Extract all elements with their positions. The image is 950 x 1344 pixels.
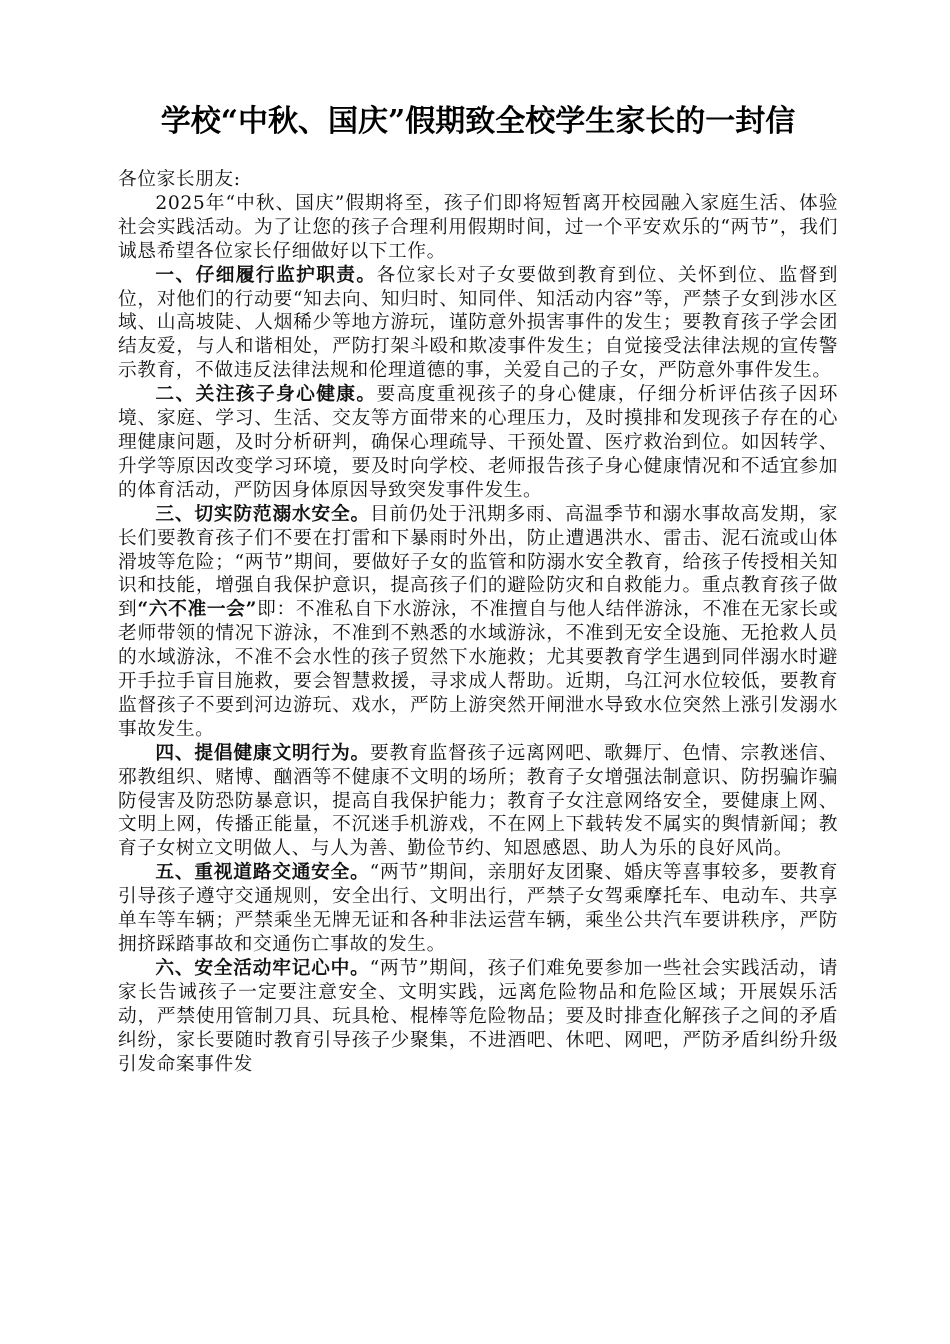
section-1-heading: 一、仔细履行监护职责。 — [155, 263, 377, 286]
section-3-heading: 三、切实防范溺水安全。 — [155, 502, 370, 525]
section-3-emphasis: “六不准一会” — [137, 598, 257, 621]
letter-body — [118, 168, 838, 1076]
section-2-text: 要高度重视孩子的身心健康，仔细分析评估孩子因环境、家庭、学习、生活、交友等方面带来的心理压力，及时摸排和发现孩子存在的心理健康问题，及时分析研判，确保心理疏导、干预处置、医疗救治到位。如因转学、升学等原因改变学习环境，要及时向学校、老师报告孩子身心健康情况和不适宜参加的体育活动，严防因身体原因导致突发事件发生。 — [118, 384, 838, 501]
intro-paragraph: 2025年“中秋、国庆”假期将至，孩子们即将短暂离开校园融入家庭生活、体验社会实践活动。为了让您的孩子合理利用假期时间，过一个平安欢乐的“两节”，我们诚恳希望各位家长仔细做好以下工作。 — [118, 192, 838, 262]
section-4-heading: 四、提倡健康文明行为。 — [155, 741, 370, 764]
section-1-text: 各位家长对子女要做到教育到位、关怀到位、监督到位，对他们的行动要“知去向、知归时、知同伴、知活动内容”等，严禁子女到涉水区域、山高坡陡、人烟稀少等地方游玩，谨防意外损害事件的发生；要教育孩子学会团结友爱，与人和谐相处，严防打架斗殴和欺凌事件发生；自觉接受法律法规的宣传警示教育，不做违反法律法规和伦理道德的事，关爱自己的子女，严防意外事件发生。 — [118, 264, 838, 382]
section-5 — [118, 861, 838, 957]
letter-title: 学校“中秋、国庆”假期致全校学生家长的一封信 — [160, 104, 796, 139]
section-1 — [118, 264, 838, 384]
section-4-text: 要教育监督孩子远离网吧、歌舞厅、色情、宗教迷信、邪教组织、赌博、酗酒等不健康不文明的场所；教育子女增强法制意识、防拐骗诈骗防侵害及防恐防暴意识，提高自我保护能力；教育子女注意网络安全，要健康上网、文明上网，传播正能量，不沉迷手机游戏，不在网上下载转发不属实的舆情新闻；教育子女树立文明做人、与人为善、勤俭节约、知恩感恩、助人为乐的良好风尚。 — [118, 742, 838, 860]
section-2-heading: 二、关注孩子身心健康。 — [155, 383, 377, 406]
section-5-text: “两节”期间，亲朋好友团聚、婚庆等喜事较多，要教育引导孩子遵守交通规则，安全出行、文明出行，严禁子女驾乘摩托车、电动车、共享单车等车辆；严禁乘坐无牌无证和各种非法运营车辆，乘坐公共汽车要讲秩序，严防拥挤踩踏事故和交通伤亡事故的发生。 — [118, 862, 838, 955]
section-5-heading: 五、重视道路交通安全。 — [155, 861, 370, 884]
letter-page — [118, 96, 838, 1076]
salutation: 各位家长朋友: — [118, 169, 241, 190]
section-6 — [118, 957, 838, 1077]
section-2 — [118, 383, 838, 503]
section-4 — [118, 742, 838, 862]
section-6-heading: 六、安全活动牢记心中。 — [155, 956, 370, 979]
section-3-text-before: 目前仍处于汛期多雨、高温季节和溺水事故高发期，家长们要教育孩子们不要在打雷和下暴雨时外出，防止遭遇洪水、雷击、泥石流或山体滑坡等危险；“两节”期间，要做好子女的监管和防溺水安全教育，给孩子传授相关知识和技能，增强自我保护意识，提高孩子们的避险防灾和自救能力。重点教育孩子做到 — [118, 503, 838, 621]
section-6-text: “两节”期间，孩子们难免要参加一些社会实践活动，请家长告诫孩子一定要注意安全、文明实践，远离危险物品和危险区域；开展娱乐活动，严禁使用管制刀具、玩具枪、棍棒等危险物品；要及时排查化解孩子之间的矛盾纠纷，家长要随时教育引导孩子少聚集，不进酒吧、休吧、网吧，严防矛盾纠纷升级引发命案事件发 — [118, 957, 838, 1075]
section-3 — [118, 503, 838, 742]
section-3-text-after: 即：不准私自下水游泳，不准擅自与他人结伴游泳，不准在无家长或老师带领的情况下游泳，不准到不熟悉的水域游泳，不准到无安全设施、无抢救人员的水域游泳，不准不会水性的孩子贸然下水施救；尤其要教育学生遇到同伴溺水时避开手拉手盲目施救，要会智慧救援，寻求成人帮助。近期，乌江河水位较低，要教育监督孩子不要到河边游玩、戏水，严防上游突然开闸泄水导致水位突然上涨引发溺水事故发生。 — [118, 599, 839, 740]
